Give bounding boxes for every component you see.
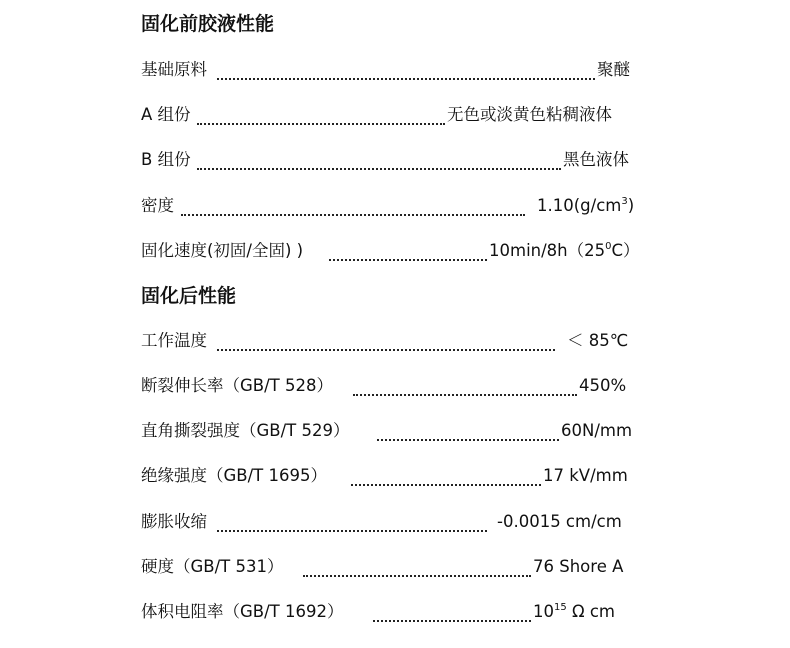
property-value: -0.0015 cm/cm bbox=[497, 512, 622, 531]
property-row-hardness bbox=[141, 555, 641, 579]
dotted-leader bbox=[217, 530, 487, 532]
property-label: 体积电阻率（GB/T 1692） bbox=[141, 602, 344, 621]
property-row-operating-temp bbox=[141, 329, 641, 353]
property-label: A 组份 bbox=[141, 105, 191, 124]
property-value: $10^{15}$ Ω cm bbox=[533, 602, 615, 621]
property-value: $10\min/8h(25^0C)$ bbox=[489, 241, 640, 260]
dotted-leader bbox=[351, 484, 541, 486]
property-row-expansion-shrinkage bbox=[141, 510, 641, 534]
property-value: $1.10(g/cm^3)$ bbox=[537, 196, 635, 215]
property-value: 17 kV/mm bbox=[543, 466, 628, 485]
dotted-leader bbox=[181, 214, 525, 216]
dotted-leader bbox=[353, 394, 577, 396]
section-title-before-cure: 固化前胶液性能 bbox=[141, 13, 275, 35]
property-label: 密度 bbox=[141, 196, 174, 215]
property-label: 膨胀收缩 bbox=[141, 512, 207, 531]
property-row-density bbox=[141, 194, 641, 218]
property-value: 黑色液体 bbox=[563, 150, 629, 169]
property-row-component-a bbox=[141, 103, 641, 127]
property-row-component-b bbox=[141, 148, 641, 172]
property-row-base-material bbox=[141, 58, 641, 82]
property-value: 60N/mm bbox=[561, 421, 633, 440]
dotted-leader bbox=[303, 575, 531, 577]
property-value: ＜ 85℃ bbox=[567, 331, 629, 350]
dotted-leader bbox=[377, 439, 559, 441]
dotted-leader bbox=[373, 620, 531, 622]
property-label: 直角撕裂强度（GB/T 529） bbox=[141, 421, 350, 440]
dotted-leader bbox=[197, 168, 561, 170]
section-title-after-cure: 固化后性能 bbox=[141, 285, 237, 307]
property-label: 断裂伸长率（GB/T 528） bbox=[141, 376, 333, 395]
property-value: 76 Shore A bbox=[533, 557, 624, 576]
property-row-volume-resistivity bbox=[141, 600, 641, 624]
property-value: 无色或淡黄色粘稠液体 bbox=[447, 105, 612, 124]
property-row-elongation bbox=[141, 374, 641, 398]
property-label: 基础原料 bbox=[141, 60, 207, 79]
property-row-tear-strength bbox=[141, 419, 641, 443]
property-label: 工作温度 bbox=[141, 331, 207, 350]
dotted-leader bbox=[329, 259, 487, 261]
dotted-leader bbox=[217, 78, 595, 80]
dotted-leader bbox=[197, 123, 445, 125]
dotted-leader bbox=[217, 349, 555, 351]
property-value: 450% bbox=[579, 376, 627, 395]
property-value: 聚醚 bbox=[597, 60, 630, 79]
property-row-cure-speed bbox=[141, 239, 641, 263]
property-label: 绝缘强度（GB/T 1695） bbox=[141, 466, 327, 485]
property-label: 固化速度(初固/全固) ) bbox=[141, 241, 304, 260]
property-label: 硬度（GB/T 531） bbox=[141, 557, 284, 576]
property-label: B 组份 bbox=[141, 150, 191, 169]
property-row-dielectric-strength bbox=[141, 464, 641, 488]
